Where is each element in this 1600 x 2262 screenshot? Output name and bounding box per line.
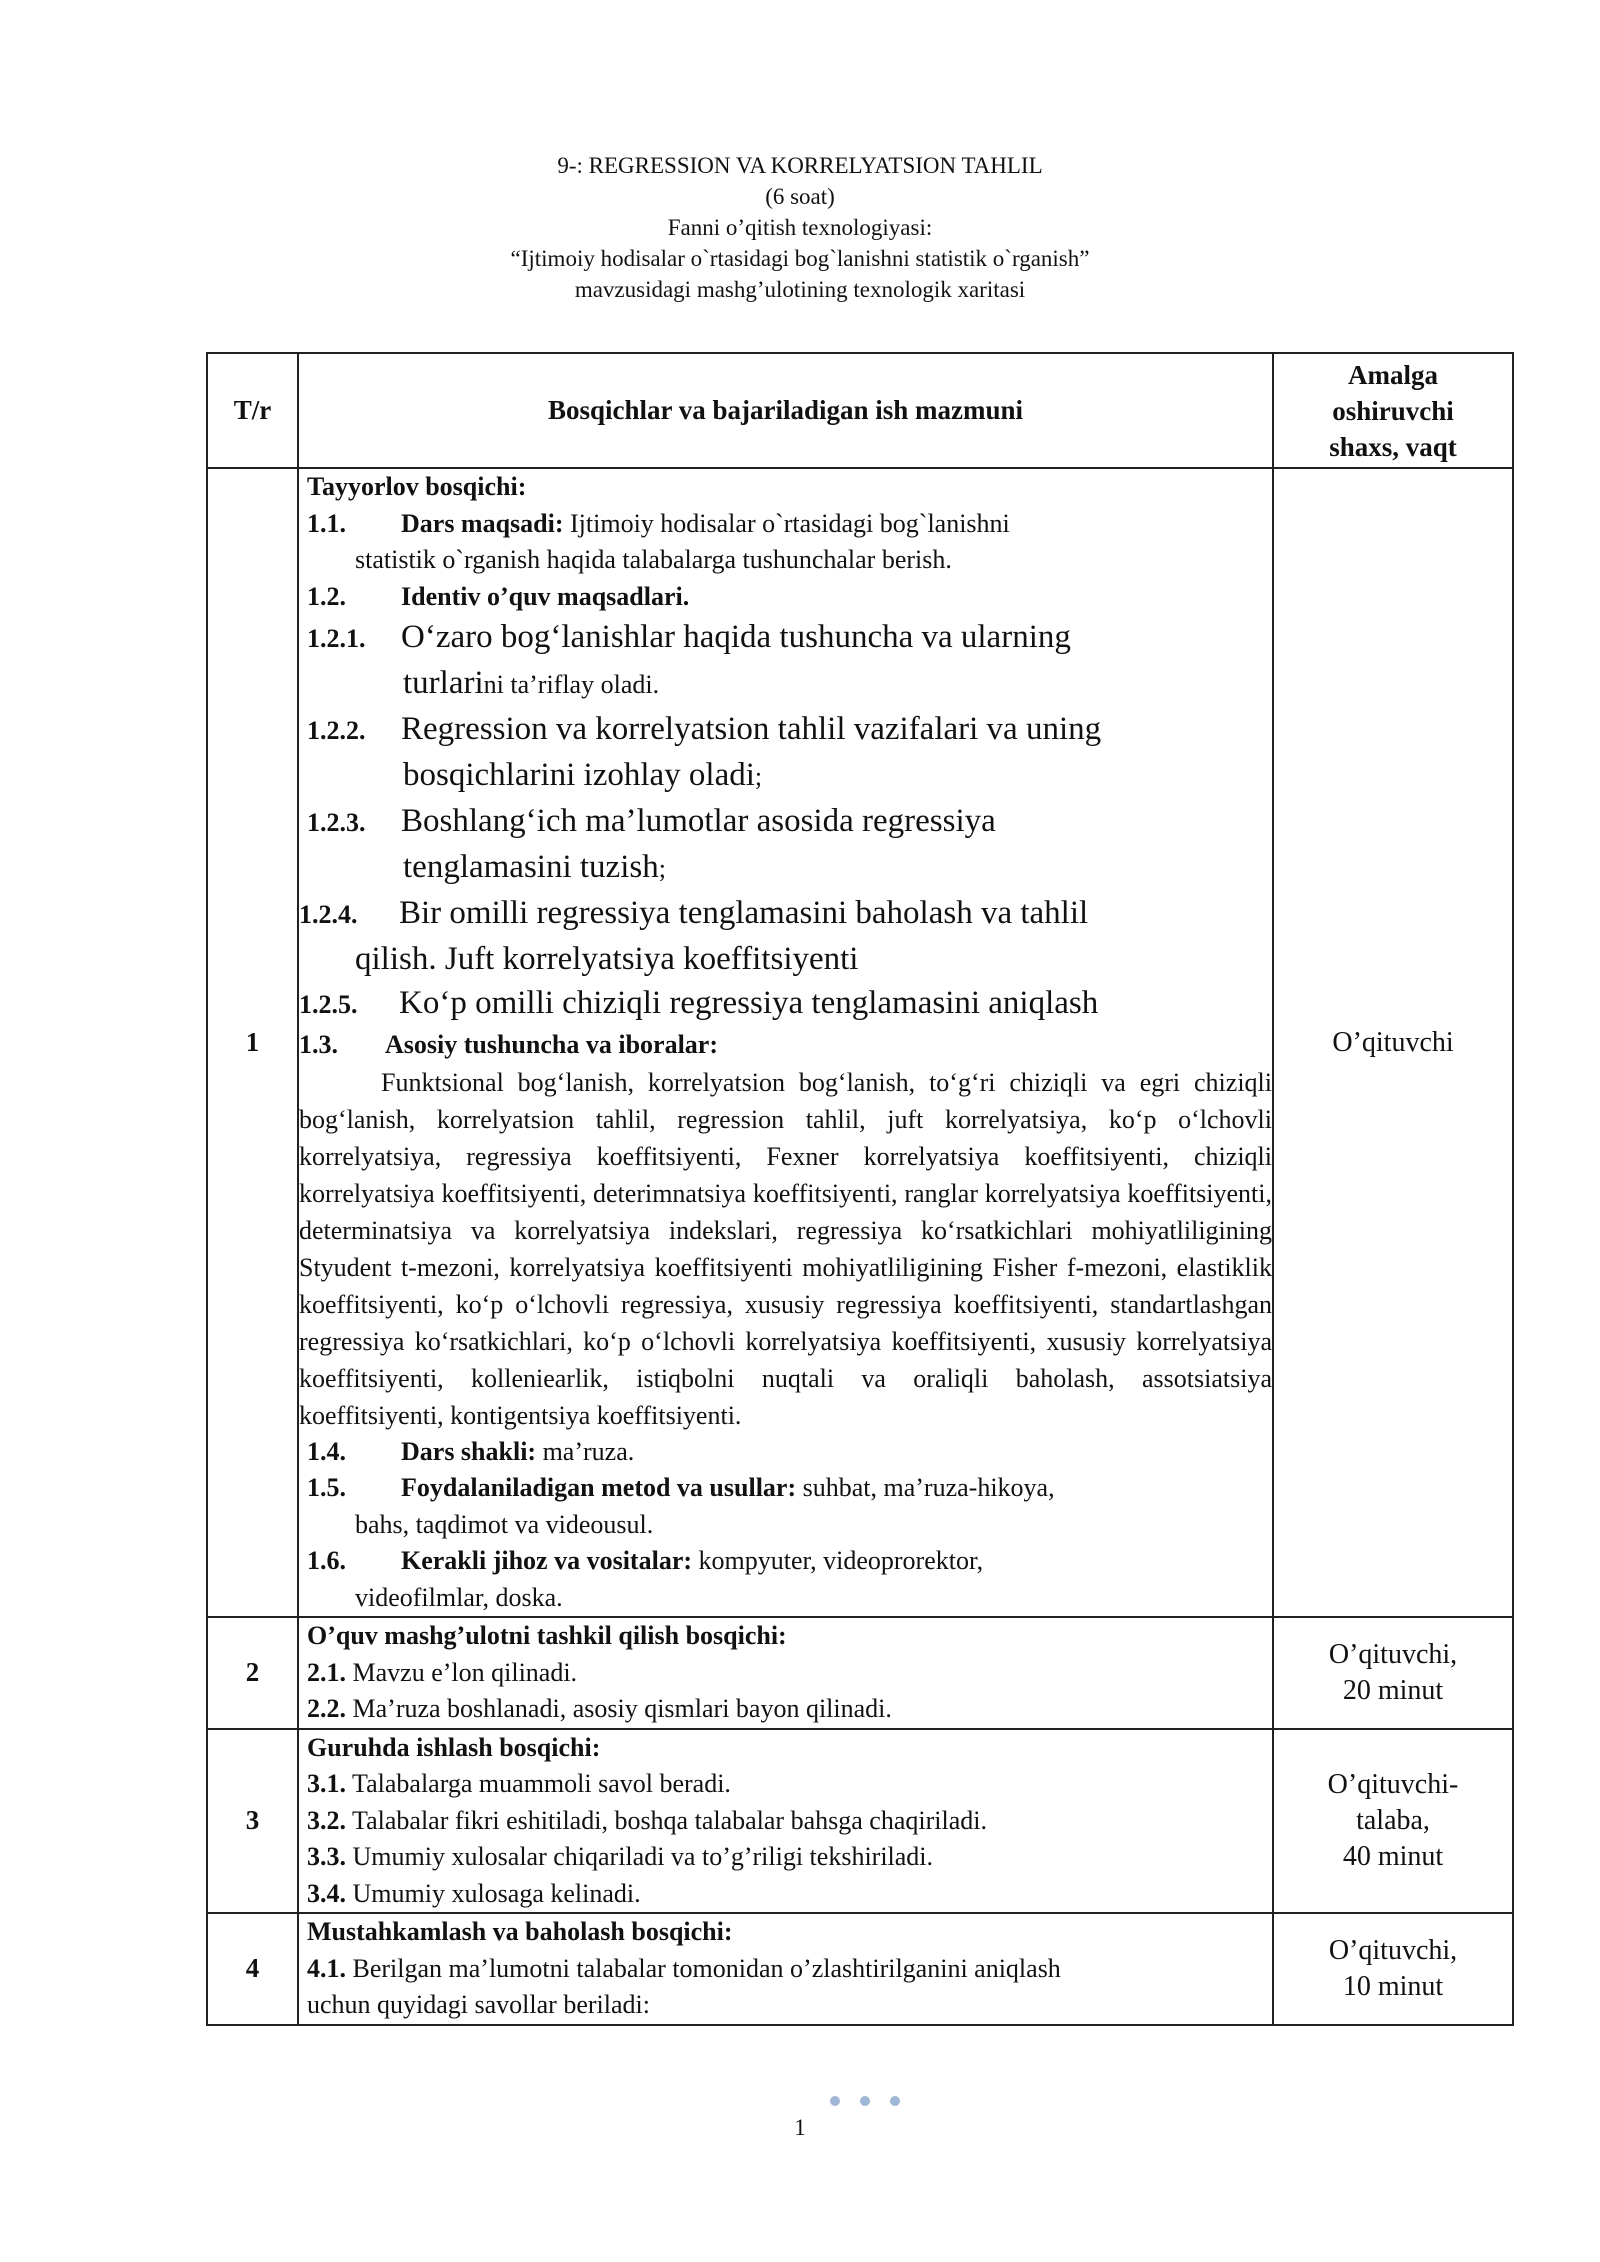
list-item: 3.4. Umumiy xulosaga kelinadi.: [307, 1878, 641, 1908]
row-number: 3: [207, 1729, 298, 1914]
stage-title: Guruhda ishlash bosqichi:: [307, 1732, 601, 1762]
row-content: [298, 468, 1273, 1617]
header-topic: “Ijtimoiy hodisalar o`rtasidagi bog`lanishni statistik o`rganish”: [510, 246, 1090, 271]
list-item: 1.1. Dars maqsadi: Ijtimoiy hodisalar o`rtasidagi bog`lanishni: [307, 508, 1010, 538]
row-executor: O’qituvchi: [1273, 468, 1513, 1617]
stage-title: Mustahkamlash va baholash bosqichi:: [307, 1917, 733, 1946]
list-item: 1.4. Dars shakli: ma’ruza.: [307, 1436, 635, 1466]
row-number: 2: [207, 1617, 298, 1729]
list-item: 4.1. Berilgan ma’lumotni talabalar tomonidan o’zlashtirilganini aniqlash: [307, 1953, 1061, 1983]
row-number: 1: [207, 468, 298, 1617]
list-item-continuation: bahs, taqdimot va videousul.: [355, 1509, 654, 1539]
list-item-continuation: turlarini ta’riflay oladi.: [403, 665, 660, 701]
header-map-title: mavzusidagi mashg’ulotining texnologik xaritasi: [574, 277, 1026, 302]
list-item-continuation: bosqichlarini izohlay oladi;: [403, 757, 763, 793]
header-subject: Fanni o’qitish texnologiyasi:: [667, 215, 933, 240]
dot-icon: [890, 2096, 900, 2106]
header-cell-content: Bosqichlar va bajariladigan ish mazmuni: [298, 353, 1273, 468]
page-number: 1: [794, 2115, 806, 2140]
dot-icon: [860, 2096, 870, 2106]
table-row: [207, 1729, 1513, 1914]
row-content: [298, 1913, 1273, 2025]
list-item-continuation: statistik o`rganish haqida talabalarga tushunchalar berish.: [355, 545, 952, 574]
table-row: [207, 1617, 1513, 1729]
header-hours: (6 soat): [765, 184, 835, 209]
list-item-continuation: tenglamasini tuzish;: [403, 849, 666, 885]
list-item: 1.6. Kerakli jihoz va vositalar: kompyuter, videoprorektor,: [307, 1546, 984, 1575]
concepts-paragraph: Funktsional bog‘lanish, korrelyatsion bog‘lanish, to‘g‘ri chiziqli va egri chiziqli bog‘lanish, korrelyatsion tahlil, regression tahlil, juft korrelyatsiya, ko‘p o‘lchovli korrelyatsiya, regressiya koeffitsiyenti, Fexner korrelyatsiya koeffitsiyenti, chiziqli korrelyatsiya koeffitsiyenti, deterimnatsiya koeffitsiyenti, ranglar korrelyatsiya koeffitsiyenti, determinatsiya va korrelyatsiya indekslari, regressiya ko‘rsatkichlari mohiyatliligining Styudent t-mezoni, korrelyatsiya koeffitsiyenti mohiyatliligining Fisher f-mezoni, elastiklik koeffitsiyenti, ko‘p o‘lchovli regressiya, xususiy regressiya koeffitsiyenti, standartlashgan regressiya ko‘rsatkichlari, ko‘p o‘lchovli korrelyatsiya koeffitsiyenti, xususiy korrelyatsiya koeffitsiyenti, kolleniearlik, istiqbolni nuqtali va oraliqli baholash, assotsiatsiya koeffitsiyenti, kontigentsiya koeffitsiyenti.: [299, 1067, 1272, 1430]
table-row: [207, 1913, 1513, 2025]
list-item: 3.1. Talabalarga muammoli savol beradi.: [307, 1769, 731, 1798]
technology-map-table: [206, 352, 1514, 2026]
list-item: 1.2. Identiv o’quv maqsadlari.: [307, 581, 690, 611]
list-item-continuation: uchun quyidagi savollar beriladi:: [307, 1990, 650, 2019]
list-item: 2.1. Mavzu e’lon qilinadi.: [307, 1657, 578, 1687]
list-item: 1.2.4. Bir omilli regressiya tenglamasini baholash va tahlil: [299, 895, 1089, 931]
row-number: 4: [207, 1913, 298, 2025]
list-item-continuation: videofilmlar, doska.: [355, 1582, 563, 1612]
header-executor-line: Amalga: [1348, 359, 1438, 390]
list-item: 1.5. Foydalaniladigan metod va usullar: suhbat, ma’ruza-hikoya,: [307, 1473, 1055, 1502]
list-item: 3.2. Talabalar fikri eshitiladi, boshqa talabalar bahsga chaqiriladi.: [307, 1805, 987, 1835]
row-executor: O’qituvchi, 20 minut: [1273, 1617, 1513, 1729]
header-cell-executor: [1273, 353, 1513, 468]
row-content: [298, 1729, 1273, 1914]
stage-title: O’quv mashg’ulotni tashkil qilish bosqichi:: [307, 1621, 787, 1650]
header-executor-line: oshiruvchi: [1332, 395, 1454, 426]
stage-title: Tayyorlov bosqichi:: [307, 472, 527, 501]
list-item: 1.2.5. Ko‘p omilli chiziqli regressiya tenglamasini aniqlash: [299, 985, 1099, 1021]
header-title: 9-: REGRESSION VA KORRELYATSION TAHLIL: [557, 153, 1043, 178]
list-item: 2.2. Ma’ruza boshlanadi, asosiy qismlari bayon qilinadi.: [307, 1694, 892, 1723]
table-row: [207, 468, 1513, 1617]
table-header-row: [207, 353, 1513, 468]
page-dots-decoration: [830, 2096, 900, 2110]
list-item-continuation: qilish. Juft korrelyatsiya koeffitsiyenti: [355, 941, 859, 977]
header-cell-number: T/r: [207, 353, 298, 468]
row-executor: O’qituvchi, 10 minut: [1273, 1913, 1513, 2025]
list-item: 1.2.1. O‘zaro bog‘lanishlar haqida tushuncha va ularning: [307, 619, 1071, 655]
document-header: [0, 150, 1600, 305]
dot-icon: [830, 2096, 840, 2106]
header-executor-line: shaxs, vaqt: [1329, 431, 1457, 462]
row-executor: O’qituvchi- talaba, 40 minut: [1273, 1729, 1513, 1914]
list-item: 1.2.2. Regression va korrelyatsion tahlil vazifalari va uning: [307, 711, 1102, 747]
row-content: [298, 1617, 1273, 1729]
list-item: 1.3. Asosiy tushuncha va iboralar:: [299, 1030, 718, 1059]
list-item: 1.2.3. Boshlang‘ich ma’lumotlar asosida regressiya: [307, 803, 996, 839]
list-item: 3.3. Umumiy xulosalar chiqariladi va to’g’riligi tekshiriladi.: [307, 1842, 934, 1871]
